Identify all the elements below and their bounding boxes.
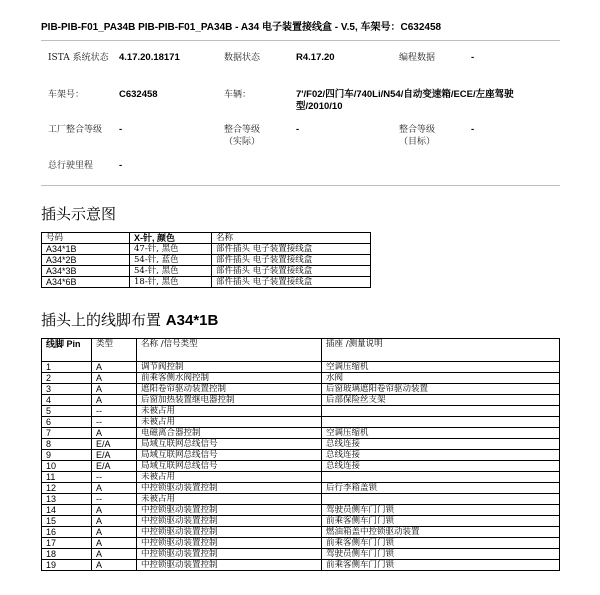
pin-row-cell [322,472,560,483]
pin-row-cell: 局域互联网总线信号 [137,461,322,472]
col-number: 号码 [42,233,130,244]
pin-row-cell: 6 [42,417,92,428]
pin-row-cell: 调节阀控制 [137,362,322,373]
pin-row [42,384,560,395]
pin-row-cell [322,494,560,505]
connector-table [41,232,371,288]
pin-row-cell: 5 [42,406,92,417]
col-pin-color: X-针, 颜色 [130,233,212,244]
factory-integration-label: 工厂整合等级 [48,125,103,135]
pin-row-cell: -- [92,472,137,483]
pin-row-cell: E/A [92,450,137,461]
pin-row-cell: 中控锁驱动装置控制 [137,505,322,516]
pin-row-cell: A [92,505,137,516]
pin-row-cell: A [92,538,137,549]
mileage-label: 总行驶里程 [48,161,94,171]
connector-row-cell: 部件插头 电子装置接线盒 [212,244,371,255]
pin-row-cell: 中控锁驱动装置控制 [137,516,322,527]
pin-row-cell: A [92,373,137,384]
ista-label: ISTA 系统状态 [48,53,109,63]
integration-target-label: 整合等级（目标） [399,125,436,147]
pin-row-cell: 后行李箱盖锁 [322,483,560,494]
connector-row [42,277,371,288]
connector-table-header [42,233,371,244]
pin-row-cell: 2 [42,373,92,384]
pin-row-cell: 前乘客侧水阀控制 [137,373,322,384]
pin-row [42,461,560,472]
pin-row-cell: 电磁离合器控制 [137,428,322,439]
connector-row-cell: A34*1B [42,244,130,255]
pin-row-cell: A [92,483,137,494]
mileage-value: - [119,160,123,171]
pin-row-cell: 13 [42,494,92,505]
pin-row-cell: 局域互联网总线信号 [137,439,322,450]
pin-row-cell: 水阀 [322,373,560,384]
pin-row [42,373,560,384]
col-socket: 插座 /测量说明 [322,339,560,362]
pin-row [42,483,560,494]
connector-row-cell: 54-针, 蓝色 [130,255,212,266]
pin-row-cell: A [92,384,137,395]
pin-row [42,516,560,527]
programming-data-label: 编程数据 [399,53,436,63]
pin-row [42,494,560,505]
connector-row-cell: 部件插头 电子装置接线盒 [212,266,371,277]
pin-row-cell: 遮阳卷帘驱动装置控制 [137,384,322,395]
pin-row-cell: A [92,516,137,527]
pin-row-cell: 驾驶员侧车门门锁 [322,549,560,560]
pin-row-cell: 总线连接 [322,461,560,472]
pin-row-cell: 10 [42,461,92,472]
pin-table-header [42,339,560,362]
pin-row-cell: 未被占用 [137,472,322,483]
pin-row-cell: 前乘客侧车门门锁 [322,538,560,549]
pin-row-cell: A [92,428,137,439]
pin-row [42,549,560,560]
pin-row-cell: A [92,362,137,373]
pin-row-cell: 后窗加热装置继电器控制 [137,395,322,406]
pin-row-cell: 18 [42,549,92,560]
col-type: 类型 [92,339,137,362]
integration-target-value: - [471,124,475,135]
pin-row-cell: 19 [42,560,92,571]
pin-row-cell: 空调压缩机 [322,362,560,373]
pin-row-cell [322,417,560,428]
pin-row-cell: 15 [42,516,92,527]
vin-label: 车架号： [48,90,85,100]
pin-row-cell: A [92,527,137,538]
pin-row-cell: E/A [92,439,137,450]
connector-row-cell: 部件插头 电子装置接线盒 [212,255,371,266]
pin-row [42,395,560,406]
data-status-value: R4.17.20 [296,52,335,63]
connector-row-cell: 47-针, 黑色 [130,244,212,255]
pin-row-cell: 14 [42,505,92,516]
connector-row-cell: 部件插头 电子装置接线盒 [212,277,371,288]
pin-row-cell: 驾驶员侧车门门锁 [322,505,560,516]
pin-table [41,338,560,571]
pin-row-cell: E/A [92,461,137,472]
pin-row-cell: 1 [42,362,92,373]
pin-row [42,560,560,571]
pin-row-cell: 燃油箱盖中控锁驱动装置 [322,527,560,538]
connector-row [42,244,371,255]
ista-value: 4.17.20.18171 [119,52,180,63]
factory-integration-value: - [119,124,123,135]
pin-row-cell: 中控锁驱动装置控制 [137,527,322,538]
pin-row-cell: -- [92,406,137,417]
pin-row-cell: 未被占用 [137,406,322,417]
pin-assignment-heading [41,309,218,330]
pin-row [42,406,560,417]
pin-row-cell: A [92,560,137,571]
connector-diagram-heading: 插头示意图 [41,205,117,223]
pin-row-cell: 前乘客侧车门门锁 [322,516,560,527]
document-header: PIB-PIB-F01_PA34B PIB-PIB-F01_PA34B - A34 电子装置接线盒 - V.5, 车架号：C632458 [41,22,442,33]
col-signal: 名称 /信号类型 [137,339,322,362]
pin-row [42,472,560,483]
pin-row-cell: 3 [42,384,92,395]
pin-row-cell: 总线连接 [322,439,560,450]
connector-row [42,255,371,266]
pin-row [42,450,560,461]
pin-row-cell: 后部保险丝支架 [322,395,560,406]
pin-row-cell: A [92,549,137,560]
vehicle-value: 7'/F02/四门车/740Li/N54/自动变速箱/ECE/左座驾驶型/2010/10 [296,89,514,112]
header-divider [41,40,560,41]
pin-row-cell: 未被占用 [137,417,322,428]
pin-row-cell: 16 [42,527,92,538]
integration-actual-label: 整合等级（实际） [224,125,261,147]
pin-row-cell: 8 [42,439,92,450]
vehicle-label: 车辆： [224,90,252,100]
connector-row-cell: A34*2B [42,255,130,266]
pin-row [42,362,560,373]
pin-row-cell: 总线连接 [322,450,560,461]
connector-row-cell: 18-针, 黑色 [130,277,212,288]
pin-row-cell: 中控锁驱动装置控制 [137,560,322,571]
pin-row-cell: 4 [42,395,92,406]
connector-row-cell: A34*3B [42,266,130,277]
pin-row [42,527,560,538]
info-divider [41,185,560,186]
connector-row [42,266,371,277]
pin-row-cell: -- [92,417,137,428]
pin-row-cell: 局域互联网总线信号 [137,450,322,461]
pin-row-cell [322,406,560,417]
pin-row-cell: 前乘客侧车门门锁 [322,560,560,571]
pin-row-cell: -- [92,494,137,505]
data-status-label: 数据状态 [224,53,261,63]
pin-row-cell: 中控锁驱动装置控制 [137,483,322,494]
pin-row [42,505,560,516]
pin-row [42,428,560,439]
pin-row-cell: 12 [42,483,92,494]
pin-row-cell: 9 [42,450,92,461]
pin-heading-code: A34*1B [165,312,219,329]
pin-row-cell: 空调压缩机 [322,428,560,439]
pin-row-cell: 中控锁驱动装置控制 [137,549,322,560]
pin-row [42,417,560,428]
pin-row-cell: 7 [42,428,92,439]
col-name: 名称 [212,233,371,244]
pin-heading-prefix: 插头上的线脚布置 [41,311,162,329]
programming-data-value: - [471,52,475,63]
connector-row-cell: A34*6B [42,277,130,288]
connector-row-cell: 54-针, 黑色 [130,266,212,277]
pin-row-cell: 17 [42,538,92,549]
pin-row-cell: 未被占用 [137,494,322,505]
pin-row [42,439,560,450]
pin-row-cell: 后窗玻璃遮阳卷帘驱动装置 [322,384,560,395]
pin-row-cell: 11 [42,472,92,483]
pin-row [42,538,560,549]
col-pin: 线脚 Pin [42,339,92,362]
pin-row-cell: 中控锁驱动装置控制 [137,538,322,549]
integration-actual-value: - [296,124,300,135]
vin-value: C632458 [119,89,158,100]
pin-row-cell: A [92,395,137,406]
